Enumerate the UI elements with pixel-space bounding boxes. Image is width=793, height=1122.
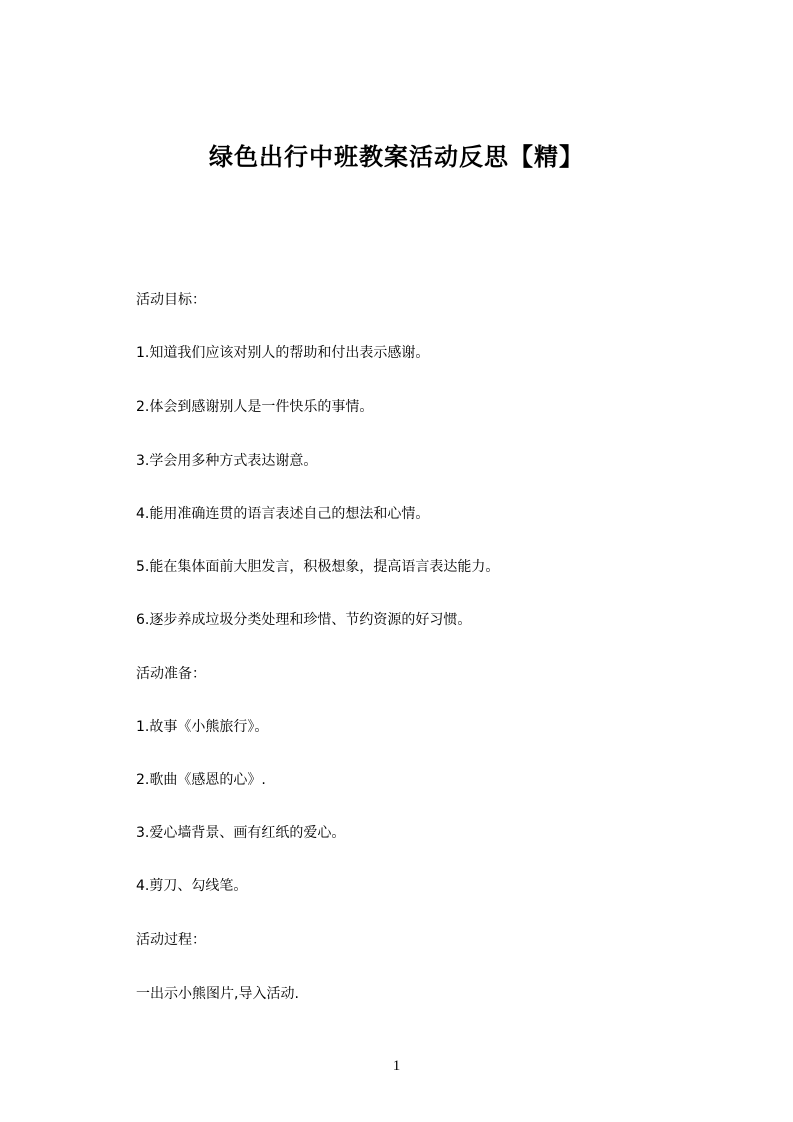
goal-item-4: 4.能用准确连贯的语言表述自己的想法和心情。	[136, 506, 430, 522]
goal-item-6: 6.逐步养成垃圾分类处理和珍惜、节约资源的好习惯。	[136, 612, 472, 628]
prep-item-3: 3.爱心墙背景、画有红纸的爱心。	[136, 825, 346, 841]
goal-item-3: 3.学会用多种方式表达谢意。	[136, 453, 318, 469]
prep-item-1: 1.故事《小熊旅行》。	[136, 719, 269, 735]
goal-item-2: 2.体会到感谢别人是一件快乐的事情。	[136, 399, 374, 415]
document-title: 绿色出行中班教案活动反思【精】	[209, 143, 584, 171]
goal-item-1: 1.知道我们应该对别人的帮助和付出表示感谢。	[136, 345, 430, 361]
goal-item-5: 5.能在集体面前大胆发言，积极想象，提高语言表达能力。	[136, 559, 500, 575]
prep-item-4: 4.剪刀、勾线笔。	[136, 878, 248, 894]
prep-item-2: 2.歌曲《感恩的心》.	[136, 772, 266, 788]
goals-heading: 活动目标：	[136, 292, 206, 308]
prep-heading: 活动准备：	[136, 666, 206, 682]
process-heading: 活动过程：	[136, 932, 206, 948]
process-item-1: 一出示小熊图片,导入活动.	[136, 986, 299, 1002]
page-number: 1	[392, 1058, 401, 1074]
